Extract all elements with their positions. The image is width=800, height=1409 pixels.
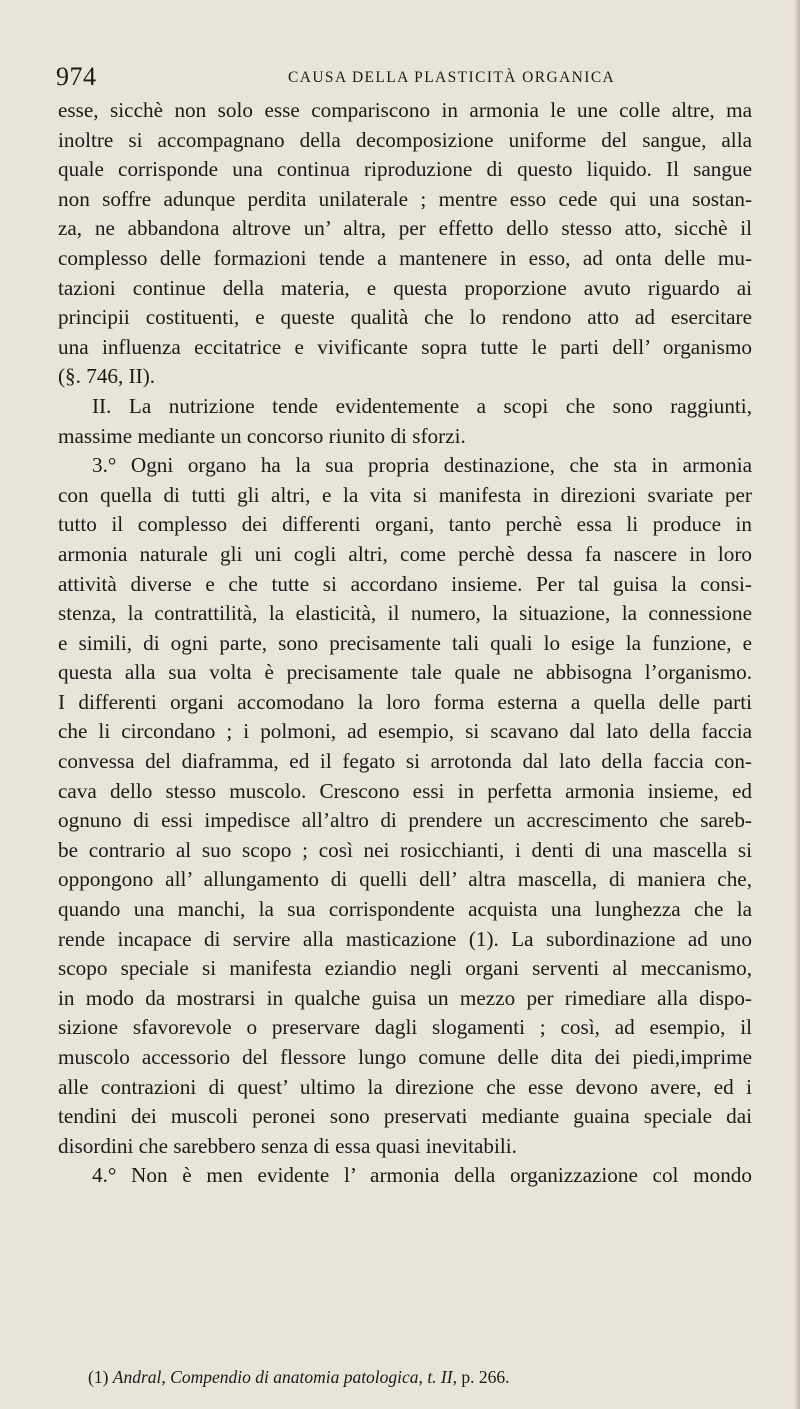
- text-line: disordini che sarebbero senza di essa quasi inevitabili.: [58, 1133, 517, 1158]
- text-line: oppongono all’ allungamento di quelli dell’ altra mascella, di maniera che,: [58, 867, 752, 892]
- text-line: 3.° Ogni organo ha la sua propria destinazione, che sta in armonia: [92, 453, 752, 478]
- text-line: una influenza eccitatrice e vivificante sopra tutte le parti dell’ organismo: [58, 334, 752, 359]
- text-line: za, ne abbandona altrove un’ altra, per effetto dello stesso atto, sicchè il: [58, 216, 752, 241]
- text-line: quando una manchi, la sua corrispondente acquista una lunghezza che la: [58, 897, 752, 922]
- text-line: non soffre adunque perdita unilaterale ; mentre esso cede qui una sostan-: [58, 186, 752, 211]
- text-line: con quella di tutti gli altri, e la vita si manifesta in direzioni svariate per: [58, 482, 752, 507]
- footnote-page: p. 266.: [461, 1367, 510, 1387]
- text-line: alle contrazioni di quest’ ultimo la direzione che esse devono avere, ed i: [58, 1074, 752, 1099]
- text-line: (§. 746, II).: [58, 364, 156, 389]
- text-line: armonia naturale gli uni cogli altri, come perchè dessa fa nascere in loro: [58, 541, 752, 566]
- text-line: sizione sfavorevole o preservare dagli slogamenti ; così, ad esempio, il: [58, 1015, 752, 1040]
- text-line: tutto il complesso dei differenti organi, tanto perchè essa li produce in: [58, 512, 752, 537]
- text-line: e simili, di ogni parte, sono precisamente tali quali lo esige la funzione, e: [58, 630, 752, 655]
- text-line: 4.° Non è men evidente l’ armonia della organizzazione col mondo: [92, 1163, 752, 1188]
- text-line: inoltre si accompagnano della decomposizione uniforme del sangue, alla: [58, 127, 752, 152]
- footnote-title: Compendio di anatomia patologica,: [170, 1367, 423, 1387]
- footnote-author: Andral,: [112, 1367, 166, 1387]
- text-line: be contrario al suo scopo ; così nei rosicchianti, i denti di una mascella si: [58, 837, 752, 862]
- text-line: che li circondano ; i polmoni, ad esempio, si scavano dal lato della faccia: [58, 719, 752, 744]
- page-number: 974: [56, 62, 97, 91]
- text-line: ognuno di essi impedisce all’altro di prendere un accrescimento che sareb-: [58, 808, 752, 833]
- footnote: [88, 1366, 748, 1388]
- text-line: I differenti organi accomodano la loro forma esterna a quella delle parti: [58, 689, 752, 714]
- text-line: convessa del diaframma, ed il fegato si arrotonda dal lato della faccia con-: [58, 749, 752, 774]
- text-line: massime mediante un concorso riunito di sforzi.: [58, 423, 466, 448]
- text-line: questa alla sua volta è precisamente tale quale ne abbisogna l’organismo.: [58, 660, 752, 685]
- text-line: principii costituenti, e queste qualità che lo rendono atto ad esercitare: [58, 305, 752, 330]
- text-line: scopo speciale si manifesta eziandio negli organi serventi al meccanismo,: [58, 956, 752, 981]
- text-line: in modo da mostrarsi in qualche guisa un mezzo per rimediare alla dispo-: [58, 985, 752, 1010]
- footnote-volume: t. II,: [427, 1367, 457, 1387]
- text-line: tazioni continue della materia, e questa proporzione avuto riguardo ai: [58, 275, 752, 300]
- body-text: [58, 96, 752, 1191]
- text-line: complesso delle formazioni tende a mantenere in esso, ad onta delle mu-: [58, 245, 752, 270]
- text-line: tendini dei muscoli peronei sono preservati mediante guaina speciale dai: [58, 1104, 752, 1129]
- text-line: II. La nutrizione tende evidentemente a scopi che sono raggiunti,: [92, 393, 752, 418]
- text-line: quale corrisponde una continua riproduzione di questo liquido. Il sangue: [58, 157, 752, 182]
- footnote-marker: (1): [88, 1367, 109, 1387]
- text-line: rende incapace di servire alla masticazione (1). La subordinazione ad uno: [58, 926, 752, 951]
- text-line: attività diverse e che tutte si accordano insieme. Per tal guisa la consi-: [58, 571, 752, 596]
- text-line: stenza, la contrattilità, la elasticità, il numero, la situazione, la connessione: [58, 601, 752, 626]
- page-header: [56, 62, 746, 96]
- page-edge-shadow: [794, 0, 800, 1409]
- text-line: cava dello stesso muscolo. Crescono essi in perfetta armonia insieme, ed: [58, 778, 752, 803]
- running-title: CAUSA DELLA PLASTICITÀ ORGANICA: [288, 69, 616, 86]
- text-line: muscolo accessorio del flessore lungo comune delle dita dei piedi,imprime: [58, 1045, 752, 1069]
- text-line: esse, sicchè non solo esse compariscono in armonia le une colle altre, ma: [58, 98, 752, 122]
